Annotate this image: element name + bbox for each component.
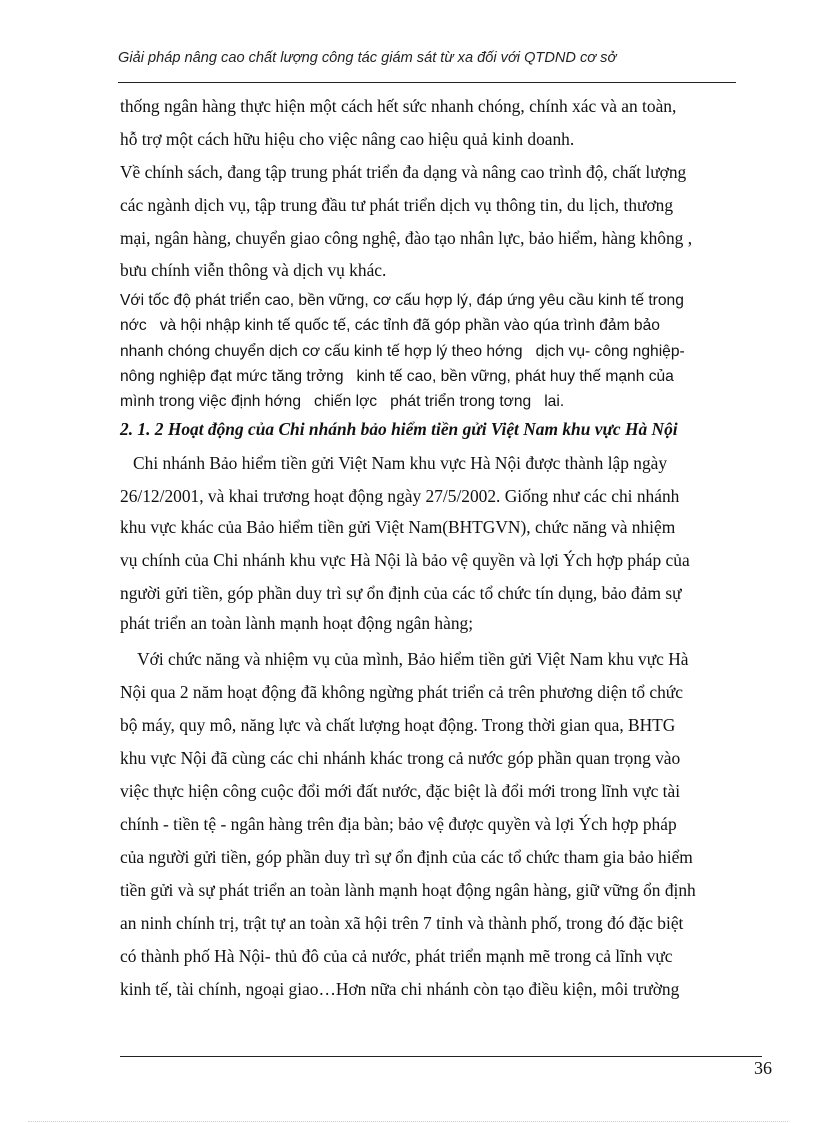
text-line: khu vực Nội đã cùng các chi nhánh khác trong cả nước góp phần quan trọng vào [120, 748, 681, 768]
text-line: Chi nhánh Bảo hiểm tiền gửi Việt Nam khu vực Hà Nội được thành lập ngày [120, 453, 668, 473]
text-line: người gửi tiền, góp phần duy trì sự ổn định của các tổ chức tín dụng, bảo đảm sự [120, 583, 682, 603]
text-line: an ninh chính trị, trật tự an toàn xã hội trên 7 tỉnh và thành phố, trong đó đặc biệt [120, 913, 684, 933]
text-line: nhanh chóng chuyển dịch cơ cấu kinh tế hợp lý theo hớng dịch vụ- công nghiệp- [120, 343, 685, 360]
text-line: các ngành dịch vụ, tập trung đầu tư phát triển dịch vụ thông tin, du lịch, thương [120, 195, 674, 215]
text-line: thống ngân hàng thực hiện một cách hết sức nhanh chóng, chính xác và an toàn, [120, 96, 677, 116]
text-line: của người gửi tiền, góp phần duy trì sự ổn định của các tổ chức tham gia bảo hiểm [120, 847, 693, 867]
text-line: bưu chính viễn thông và dịch vụ khác. [120, 260, 387, 280]
text-line: nông nghiệp đạt mức tăng trởng kinh tế cao, bền vững, phát huy thế mạnh của [120, 368, 674, 385]
text-line: Với chức năng và nhiệm vụ của mình, Bảo hiểm tiền gửi Việt Nam khu vực Hà [120, 649, 689, 669]
text-line: kinh tế, tài chính, ngoại giao…Hơn nữa chi nhánh còn tạo điều kiện, môi trường [120, 979, 680, 999]
text-line: Về chính sách, đang tập trung phát triển đa dạng và nâng cao trình độ, chất lượng [120, 162, 687, 182]
text-line: việc thực hiện công cuộc đổi mới đất nước, đặc biệt là đổi mới trong lĩnh vực tài [120, 781, 681, 801]
page-bottom-border [28, 1121, 788, 1122]
text-line: chính - tiền tệ - ngân hàng trên địa bàn; bảo vệ được quyền và lợi Ých hợp pháp [120, 814, 677, 834]
footer-divider [120, 1056, 762, 1057]
text-line: 26/12/2001, và khai trương hoạt động ngày 27/5/2002. Giống như các chi nhánh [120, 486, 680, 506]
text-line: có thành phố Hà Nội- thủ đô của cả nước, phát triển mạnh mẽ trong cả lĩnh vực [120, 946, 673, 966]
text-line: Với tốc độ phát triển cao, bền vững, cơ cấu hợp lý, đáp ứng yêu cầu kinh tế trong [120, 292, 684, 309]
text-line: phát triển an toàn lành mạnh hoạt động ngân hàng; [120, 613, 474, 633]
text-line: hỗ trợ một cách hữu hiệu cho việc nâng cao hiệu quả kinh doanh. [120, 129, 575, 149]
text-line: tiền gửi và sự phát triển an toàn lành mạnh hoạt động ngân hàng, giữ vững ổn định [120, 880, 696, 900]
text-line: Nội qua 2 năm hoạt động đã không ngừng phát triển cả trên phương diện tổ chức [120, 682, 683, 702]
text-line: mại, ngân hàng, chuyển giao công nghệ, đào tạo nhân lực, bảo hiểm, hàng không , [120, 228, 693, 248]
text-line: vụ chính của Chi nhánh khu vực Hà Nội là bảo vệ quyền và lợi Ých hợp pháp của [120, 550, 690, 570]
page-number: 36 [754, 1058, 772, 1078]
text-line: khu vực khác của Bảo hiểm tiền gửi Việt Nam(BHTGVN), chức năng và nhiệm [120, 517, 676, 537]
text-line: mình trong việc định hớng chiến lợc phát triển trong tơng lai. [120, 393, 565, 410]
text-line: bộ máy, quy mô, năng lực và chất lượng hoạt động. Trong thời gian qua, BHTG [120, 715, 676, 735]
header-divider [118, 82, 736, 83]
section-heading: 2. 1. 2 Hoạt động của Chi nhánh bảo hiểm tiền gửi Việt Nam khu vực Hà Nội [120, 419, 678, 439]
running-header: Giải pháp nâng cao chất lượng công tác giám sát từ xa đối với QTDND cơ sở [118, 50, 617, 66]
text-line: nớc và hội nhập kinh tế quốc tế, các tỉnh đã góp phần vào qúa trình đảm bảo [120, 317, 660, 334]
